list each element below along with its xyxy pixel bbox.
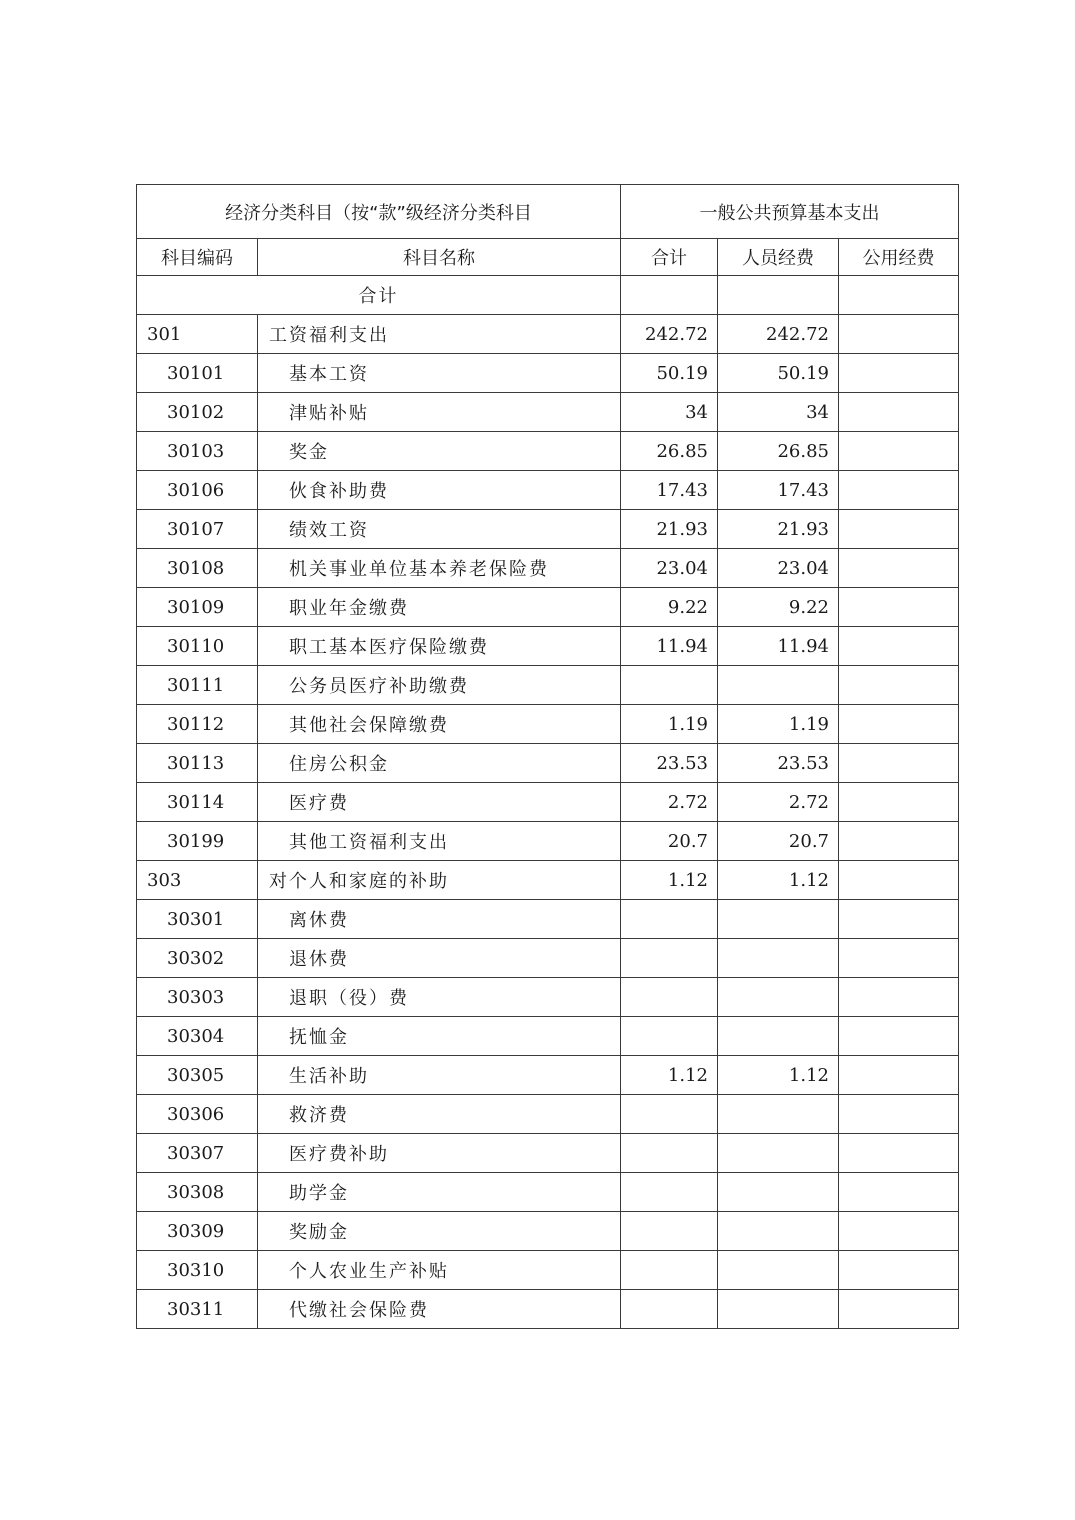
total-personnel-cell <box>718 276 839 315</box>
row-total-cell: 1.12 <box>621 1056 718 1095</box>
row-public-cell <box>839 510 959 549</box>
row-code-cell: 30311 <box>137 1290 258 1329</box>
row-public-cell <box>839 900 959 939</box>
row-personnel-cell: 20.7 <box>718 822 839 861</box>
row-total-cell: 21.93 <box>621 510 718 549</box>
row-total-cell: 20.7 <box>621 822 718 861</box>
column-header-personnel: 人员经费 <box>718 239 839 276</box>
row-total-cell <box>621 1290 718 1329</box>
row-total-cell <box>621 666 718 705</box>
row-public-cell <box>839 978 959 1017</box>
row-personnel-cell: 23.04 <box>718 549 839 588</box>
table-row <box>137 1134 959 1173</box>
group-header-row <box>137 185 959 239</box>
row-total-cell: 23.04 <box>621 549 718 588</box>
row-name-cell: 机关事业单位基本养老保险费 <box>258 549 621 588</box>
table-row <box>137 510 959 549</box>
row-code-cell: 30301 <box>137 900 258 939</box>
row-total-cell: 9.22 <box>621 588 718 627</box>
row-personnel-cell <box>718 1290 839 1329</box>
row-public-cell <box>839 1134 959 1173</box>
column-header-row <box>137 239 959 276</box>
row-public-cell <box>839 1017 959 1056</box>
table-row <box>137 471 959 510</box>
row-personnel-cell: 34 <box>718 393 839 432</box>
row-total-cell: 23.53 <box>621 744 718 783</box>
row-public-cell <box>839 432 959 471</box>
row-code-cell: 30108 <box>137 549 258 588</box>
row-name-cell: 伙食补助费 <box>258 471 621 510</box>
row-personnel-cell: 2.72 <box>718 783 839 822</box>
table-row <box>137 1212 959 1251</box>
row-public-cell <box>839 1173 959 1212</box>
row-total-cell: 11.94 <box>621 627 718 666</box>
row-code-cell: 30112 <box>137 705 258 744</box>
row-public-cell <box>839 861 959 900</box>
table-row <box>137 744 959 783</box>
row-name-cell: 代缴社会保险费 <box>258 1290 621 1329</box>
row-name-cell: 离休费 <box>258 900 621 939</box>
row-code-cell: 301 <box>137 315 258 354</box>
row-code-cell: 30114 <box>137 783 258 822</box>
row-code-cell: 30111 <box>137 666 258 705</box>
row-name-cell: 住房公积金 <box>258 744 621 783</box>
table-row <box>137 549 959 588</box>
row-code-cell: 30106 <box>137 471 258 510</box>
row-name-cell: 医疗费补助 <box>258 1134 621 1173</box>
row-code-cell: 30310 <box>137 1251 258 1290</box>
row-public-cell <box>839 588 959 627</box>
row-public-cell <box>839 471 959 510</box>
total-total-cell <box>621 276 718 315</box>
table-row <box>137 1173 959 1212</box>
row-public-cell <box>839 393 959 432</box>
row-name-cell: 救济费 <box>258 1095 621 1134</box>
table-row <box>137 666 959 705</box>
row-total-cell <box>621 1134 718 1173</box>
table-row <box>137 978 959 1017</box>
row-code-cell: 30103 <box>137 432 258 471</box>
row-name-cell: 对个人和家庭的补助 <box>258 861 621 900</box>
row-total-cell: 17.43 <box>621 471 718 510</box>
row-name-cell: 绩效工资 <box>258 510 621 549</box>
row-name-cell: 个人农业生产补贴 <box>258 1251 621 1290</box>
row-total-cell <box>621 1017 718 1056</box>
row-code-cell: 30304 <box>137 1017 258 1056</box>
row-name-cell: 奖励金 <box>258 1212 621 1251</box>
row-personnel-cell: 50.19 <box>718 354 839 393</box>
row-code-cell: 30303 <box>137 978 258 1017</box>
budget-table <box>136 184 959 1329</box>
row-total-cell <box>621 939 718 978</box>
row-public-cell <box>839 1056 959 1095</box>
row-code-cell: 30308 <box>137 1173 258 1212</box>
row-name-cell: 其他社会保障缴费 <box>258 705 621 744</box>
row-personnel-cell <box>718 1212 839 1251</box>
row-name-cell: 工资福利支出 <box>258 315 621 354</box>
row-personnel-cell <box>718 1017 839 1056</box>
row-total-cell: 242.72 <box>621 315 718 354</box>
table-row <box>137 432 959 471</box>
row-public-cell <box>839 744 959 783</box>
row-total-cell: 1.19 <box>621 705 718 744</box>
row-code-cell: 30113 <box>137 744 258 783</box>
row-name-cell: 医疗费 <box>258 783 621 822</box>
table-row <box>137 354 959 393</box>
row-name-cell: 基本工资 <box>258 354 621 393</box>
row-name-cell: 助学金 <box>258 1173 621 1212</box>
row-code-cell: 30102 <box>137 393 258 432</box>
row-code-cell: 30101 <box>137 354 258 393</box>
table-row <box>137 1017 959 1056</box>
row-public-cell <box>839 705 959 744</box>
row-public-cell <box>839 354 959 393</box>
table-row <box>137 1251 959 1290</box>
row-personnel-cell: 17.43 <box>718 471 839 510</box>
row-personnel-cell: 1.12 <box>718 861 839 900</box>
row-total-cell <box>621 1251 718 1290</box>
row-public-cell <box>839 783 959 822</box>
row-name-cell: 职工基本医疗保险缴费 <box>258 627 621 666</box>
row-code-cell: 30307 <box>137 1134 258 1173</box>
table-row <box>137 393 959 432</box>
row-total-cell: 2.72 <box>621 783 718 822</box>
row-public-cell <box>839 315 959 354</box>
table-row <box>137 822 959 861</box>
row-personnel-cell: 23.53 <box>718 744 839 783</box>
row-name-cell: 津贴补贴 <box>258 393 621 432</box>
row-personnel-cell <box>718 978 839 1017</box>
row-total-cell <box>621 1095 718 1134</box>
row-code-cell: 30110 <box>137 627 258 666</box>
row-total-cell <box>621 1173 718 1212</box>
table-row <box>137 588 959 627</box>
row-name-cell: 退职（役）费 <box>258 978 621 1017</box>
total-row <box>137 276 959 315</box>
table-row <box>137 315 959 354</box>
row-personnel-cell <box>718 1251 839 1290</box>
row-public-cell <box>839 1095 959 1134</box>
table-row <box>137 1056 959 1095</box>
row-code-cell: 30309 <box>137 1212 258 1251</box>
row-code-cell: 30306 <box>137 1095 258 1134</box>
row-total-cell <box>621 900 718 939</box>
table-row <box>137 1290 959 1329</box>
row-total-cell <box>621 978 718 1017</box>
row-personnel-cell: 9.22 <box>718 588 839 627</box>
column-header-name: 科目名称 <box>258 239 621 276</box>
row-public-cell <box>839 939 959 978</box>
table-row <box>137 861 959 900</box>
row-code-cell: 30199 <box>137 822 258 861</box>
row-code-cell: 30107 <box>137 510 258 549</box>
row-personnel-cell <box>718 666 839 705</box>
table-row <box>137 1095 959 1134</box>
row-personnel-cell: 11.94 <box>718 627 839 666</box>
row-personnel-cell: 21.93 <box>718 510 839 549</box>
row-personnel-cell: 1.12 <box>718 1056 839 1095</box>
economic-classification-header: 经济分类科目（按“款”级经济分类科目 <box>137 185 621 239</box>
table-row <box>137 939 959 978</box>
row-code-cell: 30305 <box>137 1056 258 1095</box>
column-header-code: 科目编码 <box>137 239 258 276</box>
row-personnel-cell: 26.85 <box>718 432 839 471</box>
row-total-cell: 1.12 <box>621 861 718 900</box>
table-row <box>137 627 959 666</box>
row-name-cell: 其他工资福利支出 <box>258 822 621 861</box>
row-public-cell <box>839 822 959 861</box>
row-name-cell: 公务员医疗补助缴费 <box>258 666 621 705</box>
total-public-cell <box>839 276 959 315</box>
table-row <box>137 705 959 744</box>
row-name-cell: 生活补助 <box>258 1056 621 1095</box>
row-personnel-cell: 242.72 <box>718 315 839 354</box>
row-personnel-cell <box>718 939 839 978</box>
row-public-cell <box>839 1212 959 1251</box>
row-public-cell <box>839 1290 959 1329</box>
general-budget-header: 一般公共预算基本支出 <box>621 185 959 239</box>
row-total-cell <box>621 1212 718 1251</box>
row-public-cell <box>839 1251 959 1290</box>
row-personnel-cell <box>718 1134 839 1173</box>
table-body <box>137 185 959 1329</box>
row-personnel-cell <box>718 1095 839 1134</box>
row-name-cell: 退休费 <box>258 939 621 978</box>
row-name-cell: 职业年金缴费 <box>258 588 621 627</box>
row-total-cell: 50.19 <box>621 354 718 393</box>
row-public-cell <box>839 627 959 666</box>
row-public-cell <box>839 549 959 588</box>
row-total-cell: 26.85 <box>621 432 718 471</box>
row-personnel-cell <box>718 900 839 939</box>
row-personnel-cell <box>718 1173 839 1212</box>
table-row <box>137 900 959 939</box>
row-code-cell: 30109 <box>137 588 258 627</box>
row-personnel-cell: 1.19 <box>718 705 839 744</box>
row-public-cell <box>839 666 959 705</box>
column-header-public: 公用经费 <box>839 239 959 276</box>
column-header-total: 合计 <box>621 239 718 276</box>
row-name-cell: 奖金 <box>258 432 621 471</box>
table-row <box>137 783 959 822</box>
row-name-cell: 抚恤金 <box>258 1017 621 1056</box>
row-code-cell: 30302 <box>137 939 258 978</box>
total-label: 合计 <box>137 276 621 315</box>
row-code-cell: 303 <box>137 861 258 900</box>
row-total-cell: 34 <box>621 393 718 432</box>
